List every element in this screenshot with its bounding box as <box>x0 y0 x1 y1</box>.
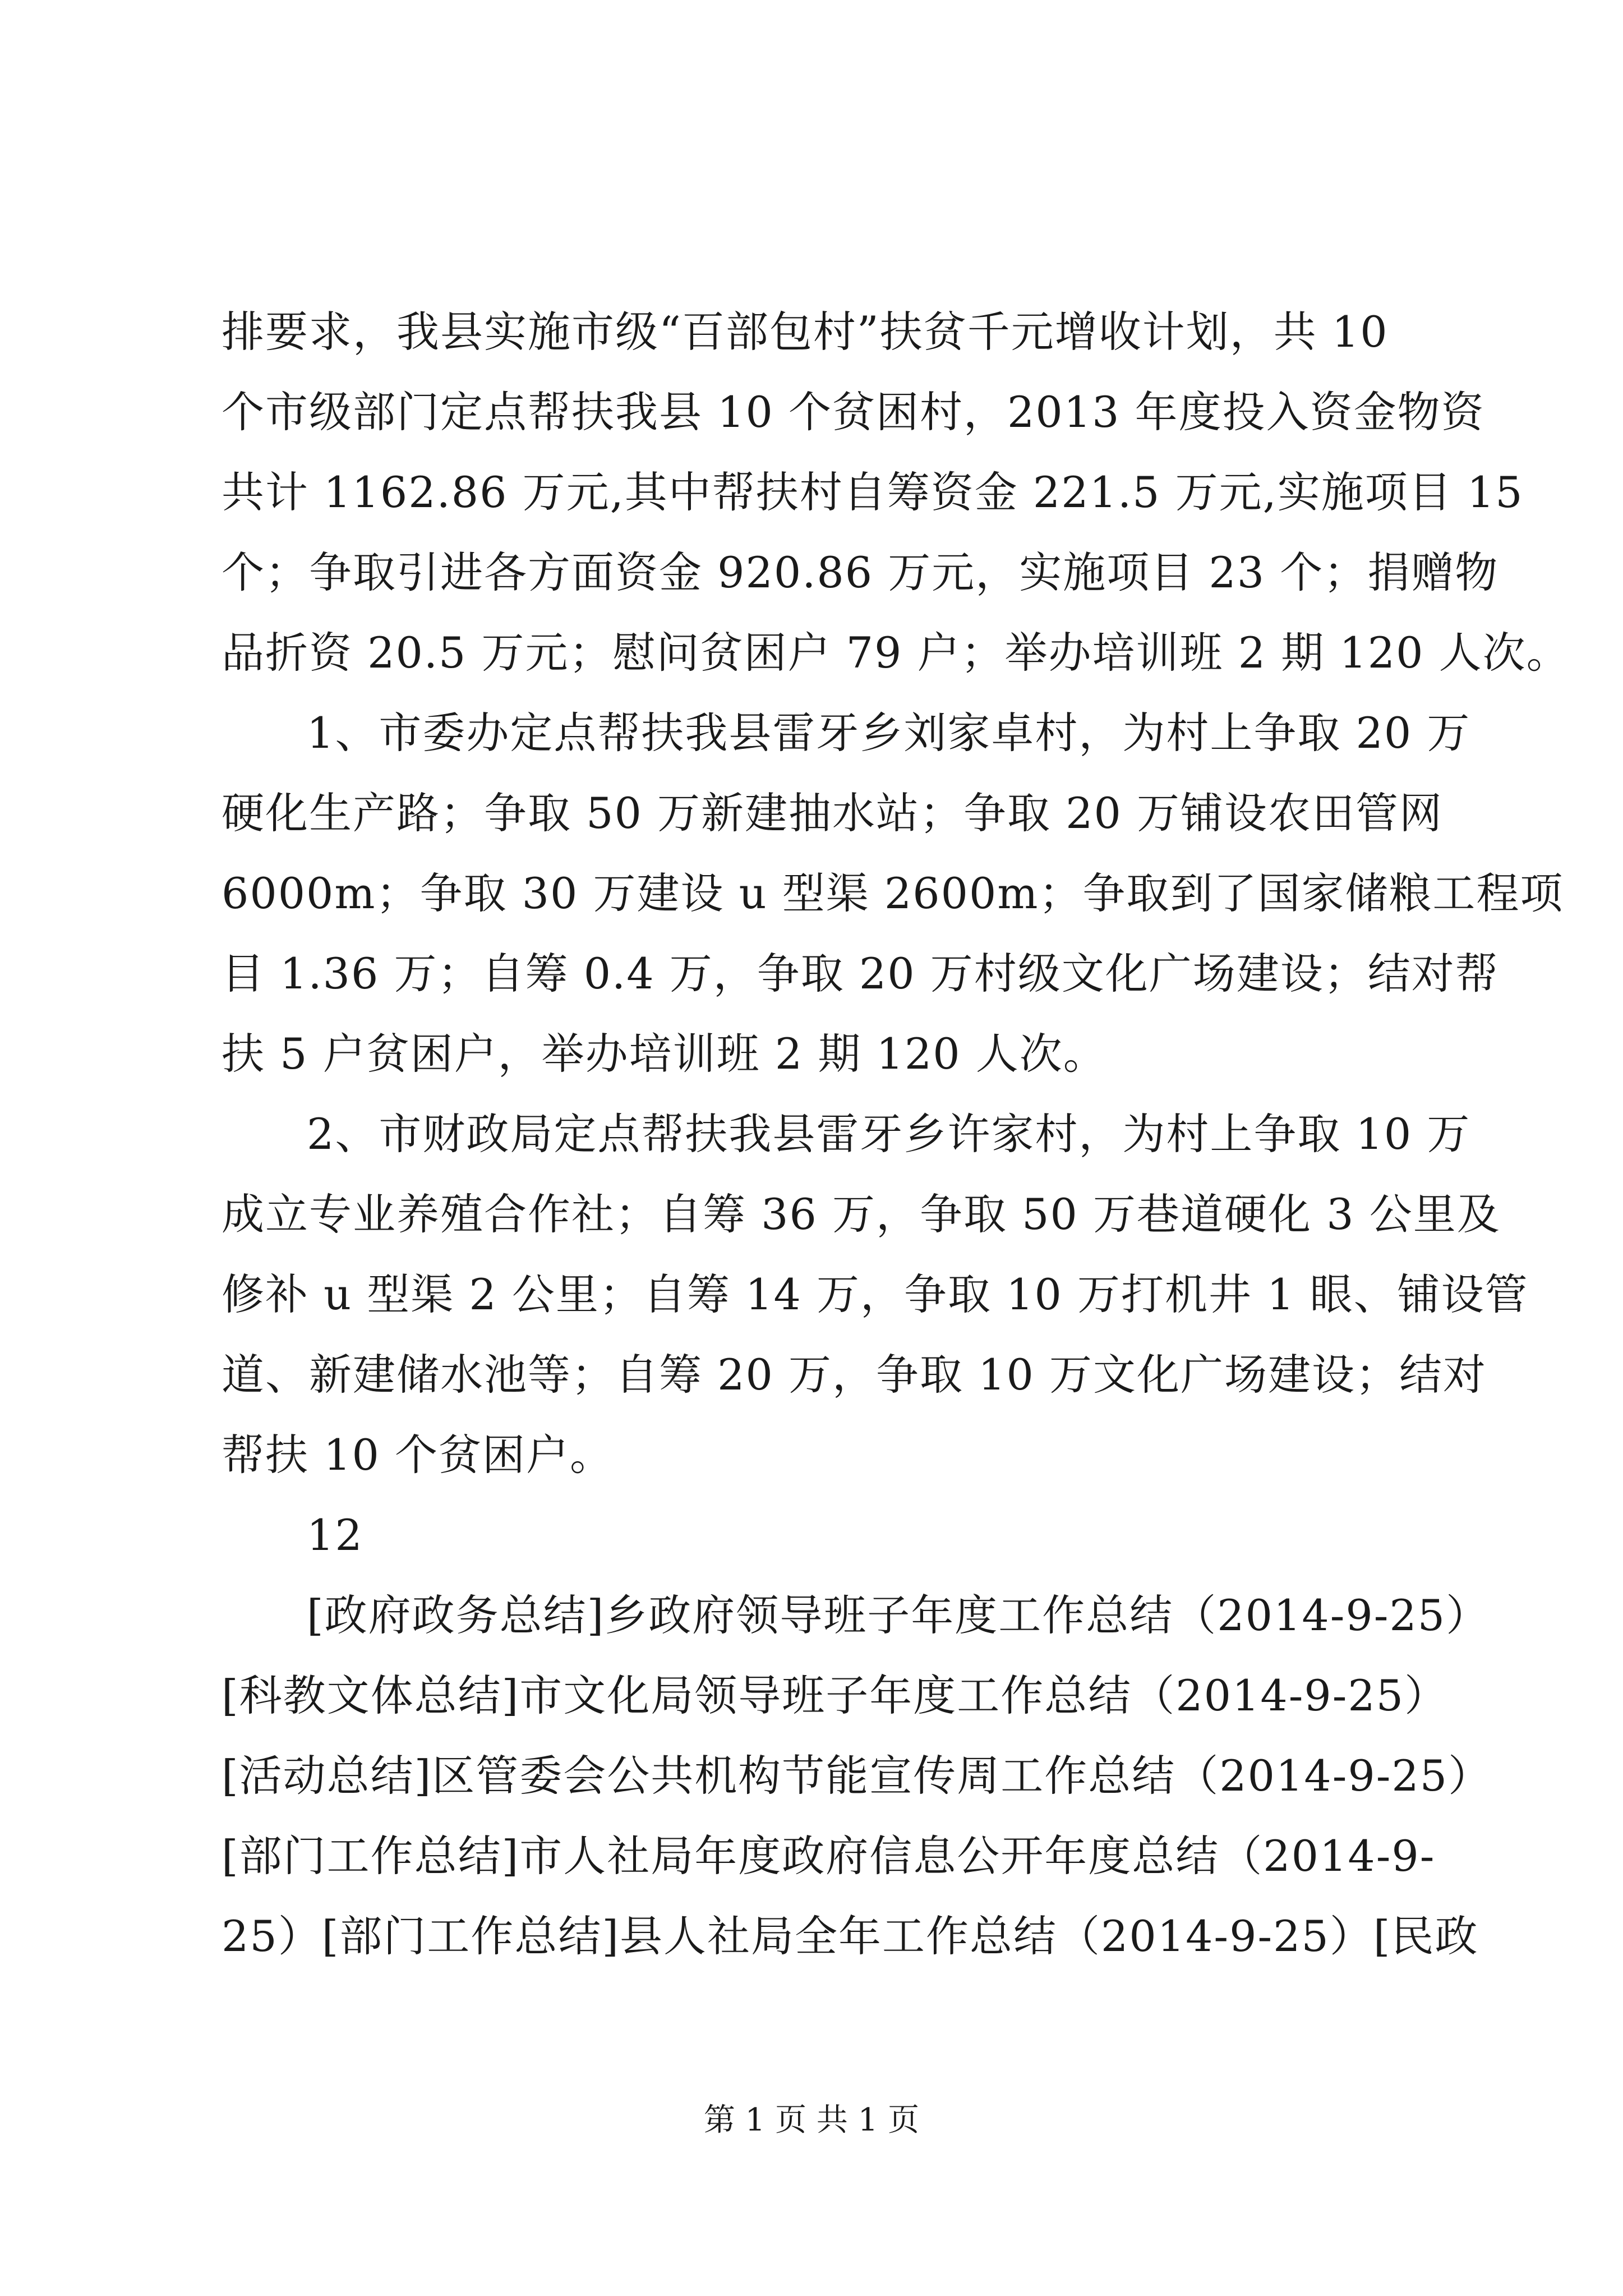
body-line: 成立专业养殖合作社；自筹 36 万，争取 50 万巷道硬化 3 公里及 <box>222 1189 1501 1239</box>
page-number-text: 12 <box>307 1510 363 1560</box>
related-link[interactable]: [政府政务总结]乡政府领导班子年度工作总结（2014-9-25） <box>307 1590 1490 1640</box>
body-line: 扶 5 户贫困户，举办培训班 2 期 120 人次。 <box>222 1029 1107 1079</box>
body-line: 排要求，我县实施市级“百部包村”扶贫千元增收计划，共 10 <box>222 307 1389 357</box>
related-link[interactable]: [科教文体总结]市文化局领导班子年度工作总结（2014-9-25） <box>222 1671 1449 1720</box>
document-body <box>222 292 1570 1976</box>
body-line: 修补 u 型渠 2 公里；自筹 14 万，争取 10 万打机井 1 眼、铺设管 <box>222 1269 1529 1319</box>
related-link[interactable]: [部门工作总结]市人社局年度政府信息公开年度总结（2014-9- <box>222 1831 1436 1881</box>
related-link[interactable]: [活动总结]区管委会公共机构节能宣传周工作总结（2014-9-25） <box>222 1751 1492 1801</box>
body-line: 共计 1162.86 万元,其中帮扶村自筹资金 221.5 万元,实施项目 15 <box>222 467 1524 517</box>
body-line: 个；争取引进各方面资金 920.86 万元，实施项目 23 个；捐赠物 <box>222 547 1499 597</box>
paragraph-start-line: 2、市财政局定点帮扶我县雷牙乡许家村，为村上争取 10 万 <box>307 1109 1471 1159</box>
body-line: 6000m；争取 30 万建设 u 型渠 2600m；争取到了国家储粮工程项 <box>222 868 1564 918</box>
paragraph-start-line: 1、市委办定点帮扶我县雷牙乡刘家卓村，为村上争取 20 万 <box>307 708 1471 758</box>
body-line: 目 1.36 万；自筹 0.4 万，争取 20 万村级文化广场建设；结对帮 <box>222 949 1499 999</box>
body-line: 帮扶 10 个贫困户。 <box>222 1430 614 1480</box>
body-line: 品折资 20.5 万元；慰问贫困户 79 户；举办培训班 2 期 120 人次。 <box>222 628 1570 678</box>
body-line: 硬化生产路；争取 50 万新建抽水站；争取 20 万铺设农田管网 <box>222 788 1444 838</box>
page-footer: 第 1 页 共 1 页 <box>703 2102 920 2138</box>
body-line: 个市级部门定点帮扶我县 10 个贫困村，2013 年度投入资金物资 <box>222 387 1485 437</box>
body-line: 道、新建储水池等；自筹 20 万，争取 10 万文化广场建设；结对 <box>222 1350 1487 1400</box>
related-link[interactable]: 25）[部门工作总结]县人社局全年工作总结（2014-9-25）[民政 <box>222 1911 1479 1961</box>
